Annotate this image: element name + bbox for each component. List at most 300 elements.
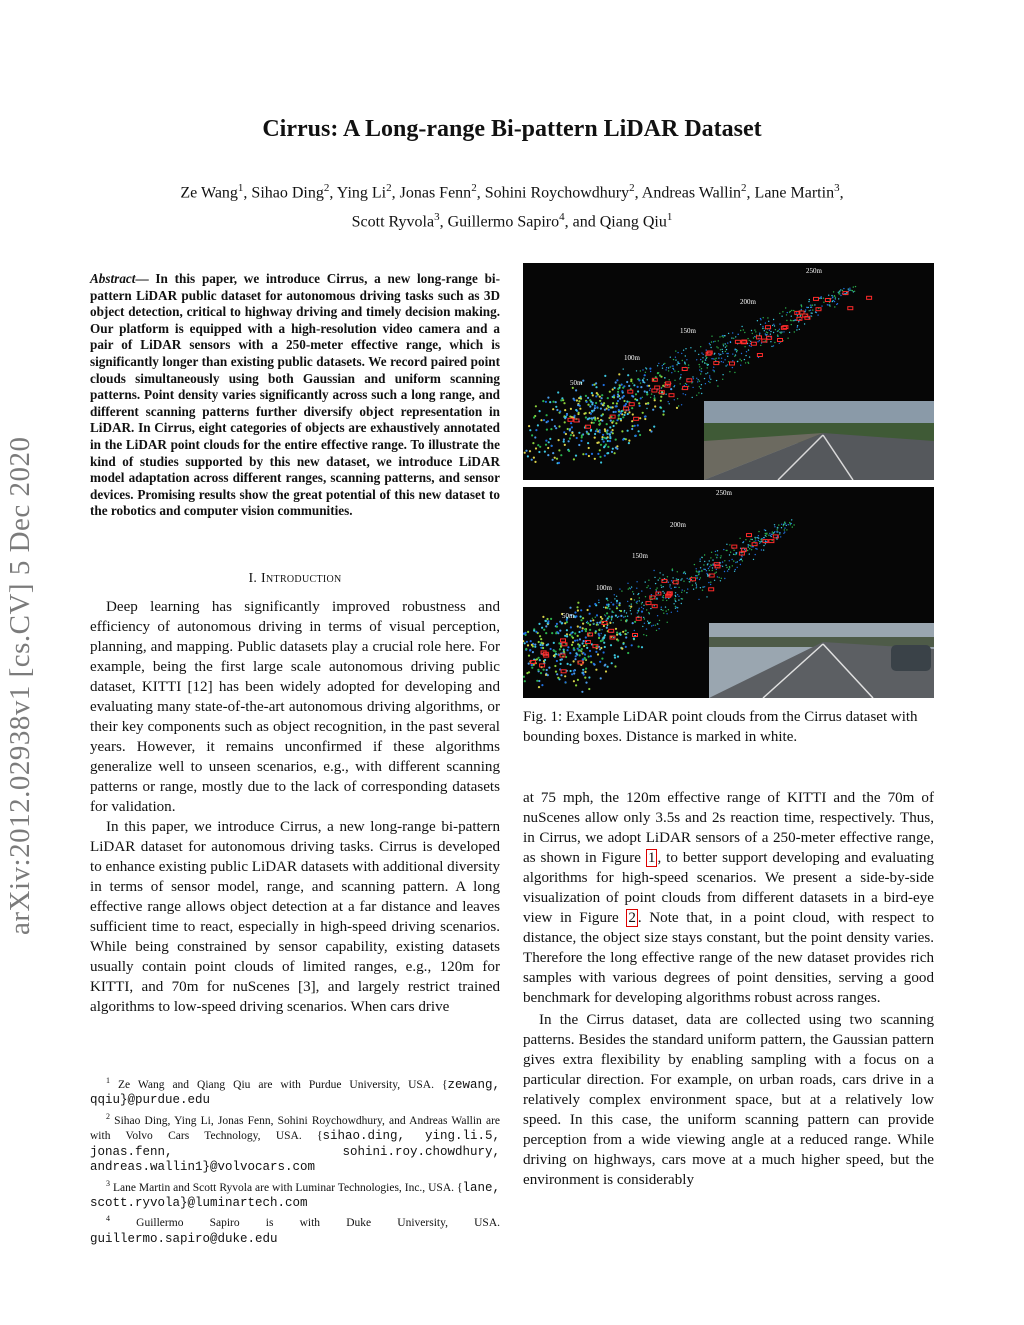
lidar-point [617, 391, 619, 393]
lidar-point [556, 626, 558, 628]
footnote-email: zewang, qqiu}@purdue.edu [90, 1077, 501, 1108]
lidar-point [637, 386, 639, 388]
lidar-point [696, 568, 697, 569]
author-line-1: Ze Wang$^1$, Sihao Ding$^2$, Ying Li$^2$, Jonas Fenn$^2$, Sohini Roychowdhury$^2$, Andreas Wallin$^2$, Lane Martin$^3$, [180, 182, 844, 202]
lidar-point [675, 350, 676, 351]
lidar-point [582, 627, 584, 629]
lidar-point [648, 612, 649, 613]
lidar-point [581, 691, 583, 693]
camera-car [891, 645, 931, 671]
lidar-point [612, 432, 614, 434]
lidar-point [628, 588, 629, 589]
lidar-point [796, 329, 797, 330]
author-name: Andreas Wallin [641, 184, 742, 202]
lidar-point [702, 590, 703, 591]
lidar-point [810, 315, 811, 316]
lidar-point [760, 318, 761, 319]
lidar-point [688, 367, 689, 368]
lidar-point [531, 667, 533, 669]
lidar-point [671, 612, 672, 613]
lidar-point [831, 295, 832, 296]
lidar-point [585, 453, 587, 455]
lidar-point [634, 621, 636, 623]
lidar-point [750, 346, 751, 347]
lidar-point [570, 670, 572, 672]
lidar-point [575, 615, 577, 617]
lidar-point [782, 311, 783, 312]
lidar-point [613, 396, 615, 398]
lidar-point [659, 578, 660, 579]
abstract [90, 271, 500, 520]
lidar-point [726, 345, 727, 346]
lidar-point [575, 655, 577, 657]
lidar-point [686, 384, 687, 385]
lidar-point [584, 677, 586, 679]
lidar-point [777, 330, 778, 331]
lidar-point [704, 561, 705, 562]
lidar-point [595, 395, 597, 397]
lidar-point [758, 540, 759, 541]
lidar-point [623, 414, 625, 416]
lidar-point [699, 364, 700, 365]
lidar-point [578, 631, 580, 633]
lidar-point [786, 320, 787, 321]
lidar-point [582, 652, 584, 654]
lidar-point [677, 579, 678, 580]
lidar-point [765, 535, 766, 536]
lidar-point [725, 365, 726, 366]
lidar-point [753, 546, 754, 547]
lidar-point [627, 430, 629, 432]
lidar-point [645, 403, 647, 405]
lidar-point [637, 612, 638, 613]
lidar-point [800, 315, 801, 316]
lidar-point [751, 546, 752, 547]
lidar-point [586, 622, 587, 623]
lidar-point [639, 600, 640, 601]
lidar-point [646, 635, 647, 636]
lidar-point [581, 648, 583, 650]
lidar-point [542, 400, 544, 402]
lidar-point [712, 564, 713, 565]
lidar-point [550, 618, 552, 620]
lidar-point [617, 396, 619, 398]
lidar-point [598, 602, 599, 603]
lidar-point [821, 298, 822, 299]
lidar-point [567, 663, 569, 665]
lidar-point [726, 349, 727, 350]
lidar-point [587, 621, 588, 622]
lidar-point [675, 592, 676, 593]
lidar-point [739, 538, 740, 539]
lidar-point [601, 633, 602, 634]
lidar-point [672, 365, 673, 366]
lidar-point [594, 405, 596, 407]
lidar-point [784, 531, 785, 532]
lidar-point [623, 400, 625, 402]
lidar-point [754, 537, 755, 538]
lidar-point [563, 649, 565, 651]
lidar-point [663, 410, 665, 412]
lidar-point [829, 306, 830, 307]
lidar-point [783, 533, 784, 534]
lidar-point [786, 529, 787, 530]
lidar-point [753, 541, 754, 542]
lidar-point [708, 364, 709, 365]
lidar-point [811, 305, 812, 306]
lidar-point [681, 598, 682, 599]
lidar-point [653, 570, 654, 571]
lidar-point [609, 426, 611, 428]
lidar-point [838, 292, 839, 293]
lidar-point [629, 605, 630, 606]
lidar-point [593, 623, 594, 624]
lidar-point [607, 446, 609, 448]
lidar-point [596, 624, 598, 626]
lidar-point [591, 417, 593, 419]
lidar-point [603, 446, 605, 448]
lidar-point [755, 331, 756, 332]
lidar-point [810, 307, 811, 308]
lidar-point [627, 374, 629, 376]
lidar-point [622, 439, 624, 441]
lidar-point [566, 414, 568, 416]
lidar-point [790, 524, 791, 525]
lidar-point [604, 455, 606, 457]
lidar-point [646, 628, 647, 629]
lidar-point [552, 459, 554, 461]
lidar-point [809, 299, 810, 300]
lidar-point [539, 446, 541, 448]
lidar-point [663, 613, 664, 614]
lidar-point [615, 405, 617, 407]
lidar-point [643, 605, 644, 606]
lidar-point [714, 370, 715, 371]
lidar-point [616, 379, 618, 381]
lidar-point [607, 617, 609, 619]
distance-label: 100m [624, 354, 640, 362]
lidar-point [705, 359, 706, 360]
lidar-point [627, 413, 629, 415]
lidar-point [720, 349, 721, 350]
lidar-point [595, 382, 597, 384]
lidar-point [590, 661, 592, 663]
lidar-point [799, 329, 800, 330]
lidar-point [661, 587, 662, 588]
lidar-point [585, 416, 587, 418]
lidar-point [669, 403, 670, 404]
lidar-point [618, 604, 620, 606]
lidar-point [709, 375, 710, 376]
lidar-point [634, 425, 636, 427]
lidar-point [552, 452, 554, 454]
lidar-point [547, 454, 549, 456]
lidar-point [573, 434, 575, 436]
lidar-point [606, 607, 608, 609]
lidar-point [653, 625, 654, 626]
lidar-point [639, 405, 641, 407]
lidar-point [835, 297, 836, 298]
lidar-point [797, 326, 798, 327]
lidar-point [701, 393, 702, 394]
lidar-point [733, 560, 734, 561]
abstract-label: Abstract [90, 271, 136, 286]
lidar-point [599, 422, 601, 424]
lidar-point [549, 401, 551, 403]
lidar-point [577, 643, 579, 645]
lidar-point [680, 383, 681, 384]
lidar-point [690, 347, 691, 348]
left-column-body [90, 597, 500, 1017]
lidar-point [622, 643, 624, 645]
lidar-point [763, 549, 764, 550]
lidar-point [779, 329, 780, 330]
lidar-point [636, 581, 637, 582]
lidar-point [593, 422, 595, 424]
lidar-point [725, 565, 726, 566]
lidar-point [801, 309, 802, 310]
lidar-point [665, 606, 666, 607]
lidar-point [701, 384, 702, 385]
lidar-point [716, 569, 717, 570]
lidar-point [576, 437, 578, 439]
lidar-point [570, 434, 572, 436]
lidar-point [638, 593, 639, 594]
lidar-point [590, 620, 592, 622]
lidar-point [773, 345, 774, 346]
lidar-point [728, 353, 729, 354]
lidar-point [663, 595, 664, 596]
bounding-box [629, 403, 634, 406]
lidar-point [618, 616, 619, 617]
lidar-point [528, 655, 530, 657]
lidar-point [535, 405, 537, 407]
lidar-point [589, 650, 591, 652]
lidar-point [571, 432, 573, 434]
author-affiliation-mark: 4 [559, 211, 565, 224]
lidar-point [699, 386, 700, 387]
lidar-point [804, 323, 805, 324]
author-name: Qiang Qiu [599, 213, 667, 231]
lidar-point [551, 445, 553, 447]
lidar-point [651, 596, 652, 597]
lidar-point [752, 539, 753, 540]
lidar-point [793, 524, 794, 525]
lidar-point [646, 609, 647, 610]
distance-label: 50m [570, 379, 583, 387]
lidar-point [526, 641, 528, 643]
lidar-point [537, 669, 539, 671]
lidar-point [680, 377, 681, 378]
lidar-point [580, 396, 582, 398]
lidar-point [611, 422, 613, 424]
lidar-point [693, 589, 694, 590]
lidar-point [539, 644, 541, 646]
lidar-point [765, 333, 766, 334]
lidar-point [615, 628, 617, 630]
lidar-point [724, 578, 725, 579]
lidar-point [700, 359, 701, 360]
lidar-point [541, 627, 543, 629]
lidar-point [537, 424, 539, 426]
lidar-point [641, 646, 643, 648]
lidar-point [554, 425, 556, 427]
figure-reference-link[interactable]: 1 [647, 850, 656, 866]
lidar-point [628, 440, 630, 442]
lidar-point [832, 301, 833, 302]
lidar-point [599, 629, 600, 630]
lidar-point [603, 441, 605, 443]
bounding-box [714, 362, 719, 365]
lidar-point [523, 640, 524, 642]
abstract-text: In this paper, we introduce Cirrus, a new long-range bi-pattern LiDAR public dataset for autonomous driving tasks such as 3D object detection, critical to highway driving and timely decision making. Our platform is equipped with a high-resolution video camera and a pair of LiDAR sensors with a 250-meter effective range, which is significantly longer than existing public datasets. We record paired point clouds simultaneously using both Gaussian and uniform scanning patterns. Point density varies significantly across such a long range, and different scanning patterns further diversify object representation in LiDAR. In Cirrus, eight categories of objects are exhaustively annotated in the LiDAR point clouds for the entire effective range. To illustrate the kind of studies supported by this new dataset, we introduce LiDAR model adaptation across different ranges, scanning patterns, and sensor devices. Promising results show the great potential of this new dataset to the robotics and computer vision communities. [90, 271, 500, 519]
lidar-point [685, 348, 686, 349]
lidar-point [700, 388, 701, 389]
lidar-point [711, 358, 712, 359]
lidar-point [791, 519, 792, 520]
lidar-point [711, 552, 712, 553]
lidar-point [585, 395, 587, 397]
lidar-point [570, 408, 572, 410]
lidar-point [833, 300, 834, 301]
lidar-point [543, 629, 545, 631]
lidar-point [617, 656, 619, 658]
lidar-point [560, 674, 562, 676]
lidar-point [829, 304, 830, 305]
lidar-point [706, 570, 707, 571]
lidar-point [759, 541, 760, 542]
lidar-point [787, 338, 788, 339]
lidar-point [753, 559, 754, 560]
lidar-point [672, 368, 673, 369]
lidar-point [608, 616, 610, 618]
lidar-point [627, 601, 628, 602]
lidar-point [704, 554, 705, 555]
lidar-point [621, 384, 623, 386]
lidar-point [821, 305, 822, 306]
lidar-point [651, 625, 652, 626]
lidar-point [616, 402, 618, 404]
lidar-point [652, 409, 654, 411]
lidar-point [758, 538, 759, 539]
lidar-point [718, 577, 719, 578]
lidar-point [539, 635, 541, 637]
lidar-point [791, 316, 792, 317]
lidar-point [543, 669, 545, 671]
lidar-point [612, 402, 614, 404]
lidar-point [646, 391, 648, 393]
lidar-point [680, 374, 681, 375]
lidar-point [764, 529, 765, 530]
lidar-point [644, 416, 646, 418]
lidar-point [717, 576, 718, 577]
author-name: Sihao Ding [251, 184, 324, 202]
lidar-point [688, 386, 689, 387]
lidar-point [626, 620, 627, 621]
lidar-point [614, 594, 615, 595]
lidar-point [621, 390, 623, 392]
lidar-point [849, 288, 850, 289]
lidar-point [707, 576, 708, 577]
distance-label: 200m [740, 298, 756, 306]
lidar-point [662, 600, 663, 601]
lidar-point [715, 551, 716, 552]
lidar-point [621, 430, 623, 432]
lidar-point [742, 560, 743, 561]
lidar-point [781, 527, 782, 528]
lidar-point [547, 397, 549, 399]
author-name: Sohini Roychowdhury [484, 184, 630, 202]
lidar-point [612, 448, 614, 450]
lidar-point [625, 646, 627, 648]
lidar-point [779, 332, 780, 333]
lidar-point [727, 364, 728, 365]
lidar-point [708, 381, 709, 382]
lidar-point [643, 634, 644, 635]
lidar-point [784, 522, 785, 523]
lidar-point [657, 615, 658, 616]
lidar-point [615, 615, 617, 617]
lidar-point [658, 593, 659, 594]
lidar-point [614, 452, 616, 454]
footnote-mark: 1 [106, 1076, 110, 1085]
camera-inset [709, 623, 934, 698]
lidar-point [619, 602, 621, 604]
lidar-point [788, 524, 789, 525]
lidar-point [546, 414, 548, 416]
lidar-point [701, 352, 702, 353]
lidar-point [598, 635, 600, 637]
lidar-point [664, 592, 665, 593]
lidar-point [648, 580, 649, 581]
lidar-point [695, 575, 696, 576]
right-column-body [523, 788, 934, 1190]
section-number: I. [248, 571, 258, 586]
lidar-point [700, 587, 701, 588]
lidar-point [594, 632, 596, 634]
lidar-point [707, 564, 708, 565]
paragraph: In this paper, we introduce Cirrus, a new long-range bi-pattern LiDAR dataset for autonomous driving tasks. Cirrus is developed to enhance existing public LiDAR datasets with additional diversity in terms of sensor model, range, and scanning pattern. A long effective range allows object detection at a far distance and leaves sufficient time to react, especially in high-speed driving scenarios. While being constrained by sensor capability, existing datasets usually contain point clouds of limited ranges, e.g., 120m for KITTI, and 70m for nuScenes [3], and largely restrict trained algorithms to low-speed driving scenarios. When cars drive [90, 819, 500, 1015]
lidar-point [761, 539, 762, 540]
lidar-point [709, 377, 710, 378]
lidar-point [574, 658, 576, 660]
bounding-box [757, 336, 762, 339]
lidar-point [769, 330, 770, 331]
lidar-point [622, 631, 624, 633]
lidar-point [639, 608, 640, 609]
bounding-box [751, 342, 756, 345]
lidar-point [797, 315, 798, 316]
lidar-point [569, 652, 571, 654]
lidar-point [603, 402, 605, 404]
lidar-point [531, 459, 533, 461]
lidar-point [535, 631, 537, 633]
lidar-point [564, 635, 566, 637]
lidar-point [821, 296, 822, 297]
lidar-point [556, 623, 558, 625]
lidar-point [748, 547, 749, 548]
lidar-point [661, 609, 662, 610]
lidar-point [527, 455, 529, 457]
lidar-point [842, 290, 843, 291]
lidar-point [772, 531, 773, 532]
lidar-point [541, 642, 543, 644]
figure-reference-link[interactable]: 2 [628, 910, 636, 926]
lidar-point [696, 584, 697, 585]
lidar-point [529, 649, 531, 651]
lidar-point [683, 572, 684, 573]
lidar-point [777, 527, 778, 528]
